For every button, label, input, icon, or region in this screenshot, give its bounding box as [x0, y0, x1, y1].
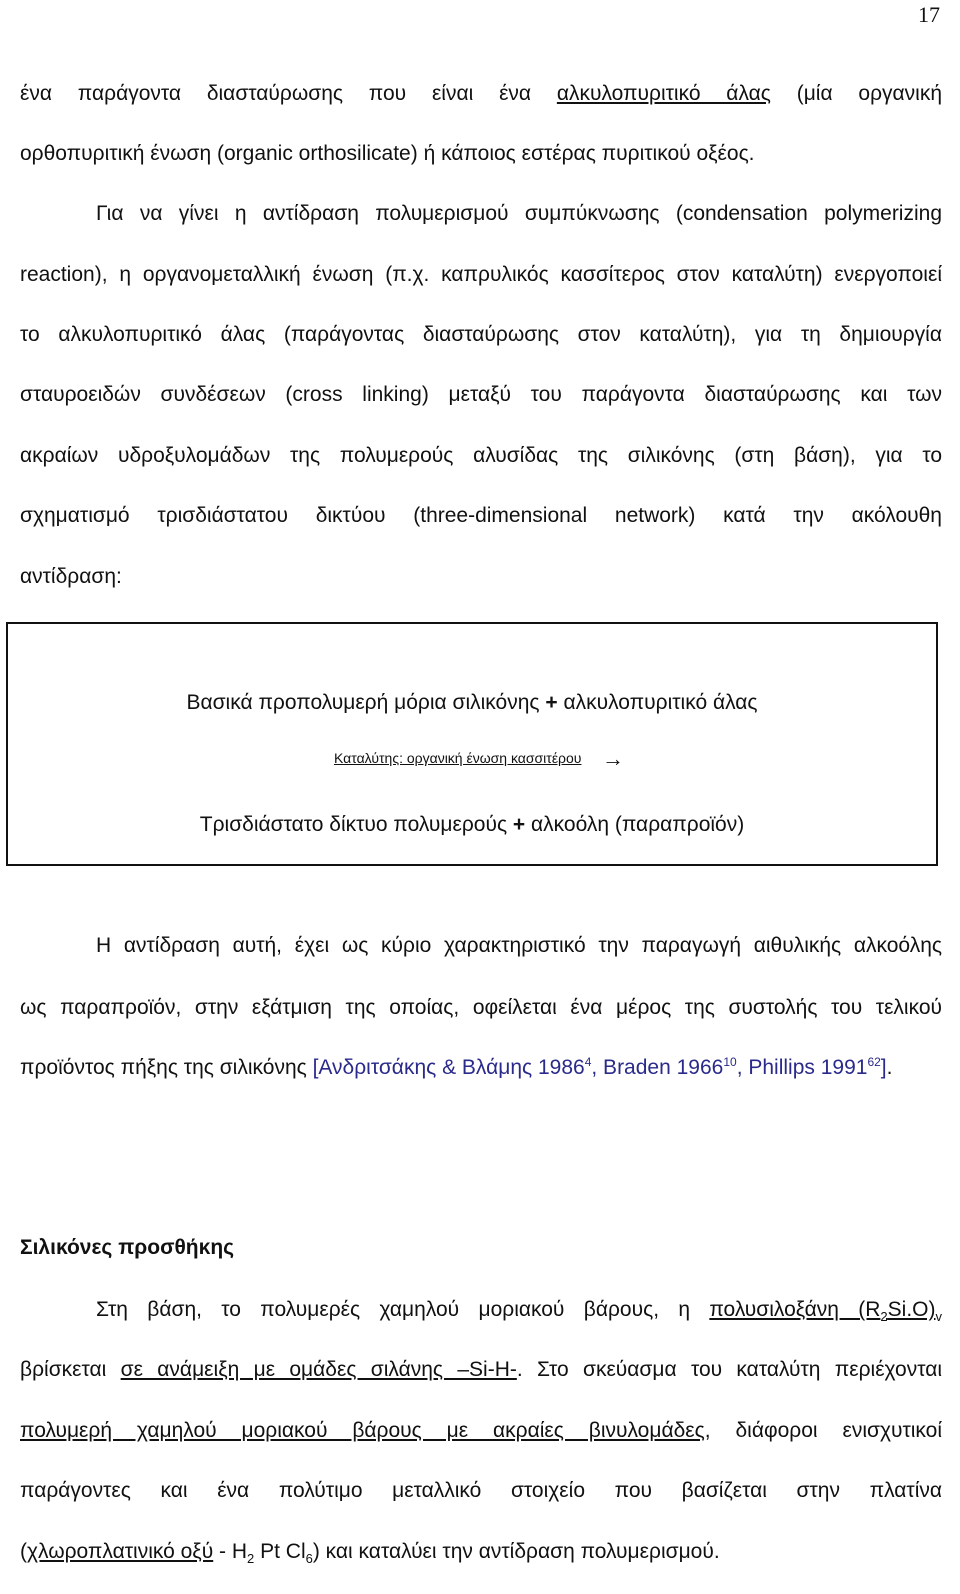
- text: . Στο σκεύασμα του καταλύτη περιέχονται: [516, 1358, 942, 1381]
- text: .: [886, 1056, 893, 1079]
- plus-sign: +: [545, 691, 558, 714]
- text: αλκοόλη (παραπροϊόν): [525, 813, 745, 836]
- subscript: 2: [247, 1551, 255, 1567]
- underlined-term: πολυμερή χαμηλού μοριακού βάρους με ακραίες βινυλομάδες: [20, 1419, 705, 1442]
- citation-number: 4: [584, 1055, 592, 1069]
- citation-text: , Braden 1966: [591, 1056, 724, 1079]
- underlined-term: [709, 1298, 942, 1325]
- reaction-reactants: [8, 690, 936, 716]
- paragraph-3-line-3: [20, 1418, 942, 1444]
- text: Βασικά προπολυμερή μόρια σιλικόνης: [186, 691, 546, 714]
- text: Pt Cl: [254, 1540, 306, 1563]
- paragraph-1-line-1: [20, 81, 942, 107]
- text: προϊόντος πήξης της σιλικόνης: [20, 1056, 313, 1079]
- subscript: 6: [305, 1551, 313, 1567]
- paragraph-1-line-7: ακραίων υδροξυλομάδων της πολυμερούς αλυσίδας της σιλικόνης (στη βάση), για το: [20, 444, 942, 467]
- reaction-box: [6, 622, 938, 866]
- citation: [313, 1056, 887, 1079]
- paragraph-1-line-8: σχηματισμό τρισδιάστατου δικτύου (three-dimensional network) κατά την ακόλουθη: [20, 504, 942, 527]
- underlined-term: χλωροπλατινικό οξύ: [27, 1540, 214, 1563]
- text: ένα παράγοντα διασταύρωσης που είναι ένα: [20, 82, 557, 105]
- text: , διάφοροι ενισχυτικοί: [704, 1419, 943, 1442]
- text: βρίσκεται: [20, 1358, 121, 1381]
- paragraph-1-line-5: το αλκυλοπυριτικό άλας (παράγοντας διασταύρωσης στον καταλύτη), για τη δημιουργία: [20, 323, 942, 346]
- paragraph-1-line-9: αντίδραση:: [20, 565, 122, 588]
- citation-text: , Phillips 1991: [736, 1056, 868, 1079]
- page-number: 17: [918, 2, 940, 27]
- paragraph-1-line-4: reaction), η οργανομεταλλική ένωση (π.χ. καπρυλικός κασσίτερος στον καταλύτη) ενεργοποιεί: [20, 263, 942, 286]
- paragraph-2-line-3: [20, 1055, 942, 1081]
- paragraph-3-line-4: παράγοντες και ένα πολύτιμο μεταλλικό στοιχείο που βασίζεται στην πλατίνα: [20, 1479, 942, 1502]
- text: (μία οργανική: [770, 82, 942, 105]
- underlined-term: αλκυλοπυριτικό άλας: [556, 82, 771, 105]
- text: (: [20, 1540, 27, 1563]
- right-arrow-icon: →: [602, 746, 624, 771]
- citation-text: ]: [880, 1056, 887, 1079]
- paragraph-3-line-1: [96, 1297, 942, 1323]
- citation-number: 10: [723, 1055, 737, 1069]
- text: αλκυλοπυριτικό άλας: [557, 691, 758, 714]
- text: - H: [213, 1540, 248, 1563]
- section-heading: Σιλικόνες προσθήκης: [20, 1236, 235, 1259]
- paragraph-1-line-2: ορθοπυριτική ένωση (organic orthosilicate) ή κάποιος εστέρας πυριτικού οξέος.: [20, 142, 755, 165]
- paragraph-1-line-3: Για να γίνει η αντίδραση πολυμερισμού συμπύκνωσης (condensation polymerizing: [96, 202, 942, 225]
- subscript: 2: [880, 1309, 888, 1325]
- subscript: v: [935, 1309, 942, 1325]
- text: ) και καταλύει την αντίδραση πολυμερισμού.: [312, 1540, 720, 1563]
- citation-text: [Ανδριτσάκης & Βλάμης 1986: [312, 1056, 585, 1079]
- underlined-term: σε ανάμειξη με ομάδες σιλάνης –Si-H-: [120, 1358, 517, 1381]
- paragraph-3-line-2: [20, 1357, 942, 1383]
- reaction-catalyst: Καταλύτης: οργανική ένωση κασσιτέρου: [334, 750, 582, 766]
- text: Si.O): [887, 1298, 936, 1321]
- text: Στη βάση, το πολυμερές χαμηλού μοριακού βάρους, η: [96, 1298, 710, 1321]
- paragraph-3-line-5: [20, 1539, 942, 1565]
- plus-sign: +: [512, 813, 526, 836]
- text: Τρισδιάστατο δίκτυο πολυμερούς: [199, 813, 513, 836]
- citation-number: 62: [867, 1055, 881, 1069]
- paragraph-1-line-6: σταυροειδών συνδέσεων (cross linking) μεταξύ του παράγοντα διασταύρωσης και των: [20, 383, 942, 406]
- paragraph-2-line-2: ως παραπροϊόν, στην εξάτμιση της οποίας, οφείλεται ένα μέρος της συστολής του τελικού: [20, 996, 942, 1019]
- paragraph-2-line-1: Η αντίδραση αυτή, έχει ως κύριο χαρακτηριστικό την παραγωγή αιθυλικής αλκοόλης: [96, 934, 942, 957]
- reaction-products: [8, 812, 936, 838]
- text: πολυσιλοξάνη (R: [709, 1298, 881, 1321]
